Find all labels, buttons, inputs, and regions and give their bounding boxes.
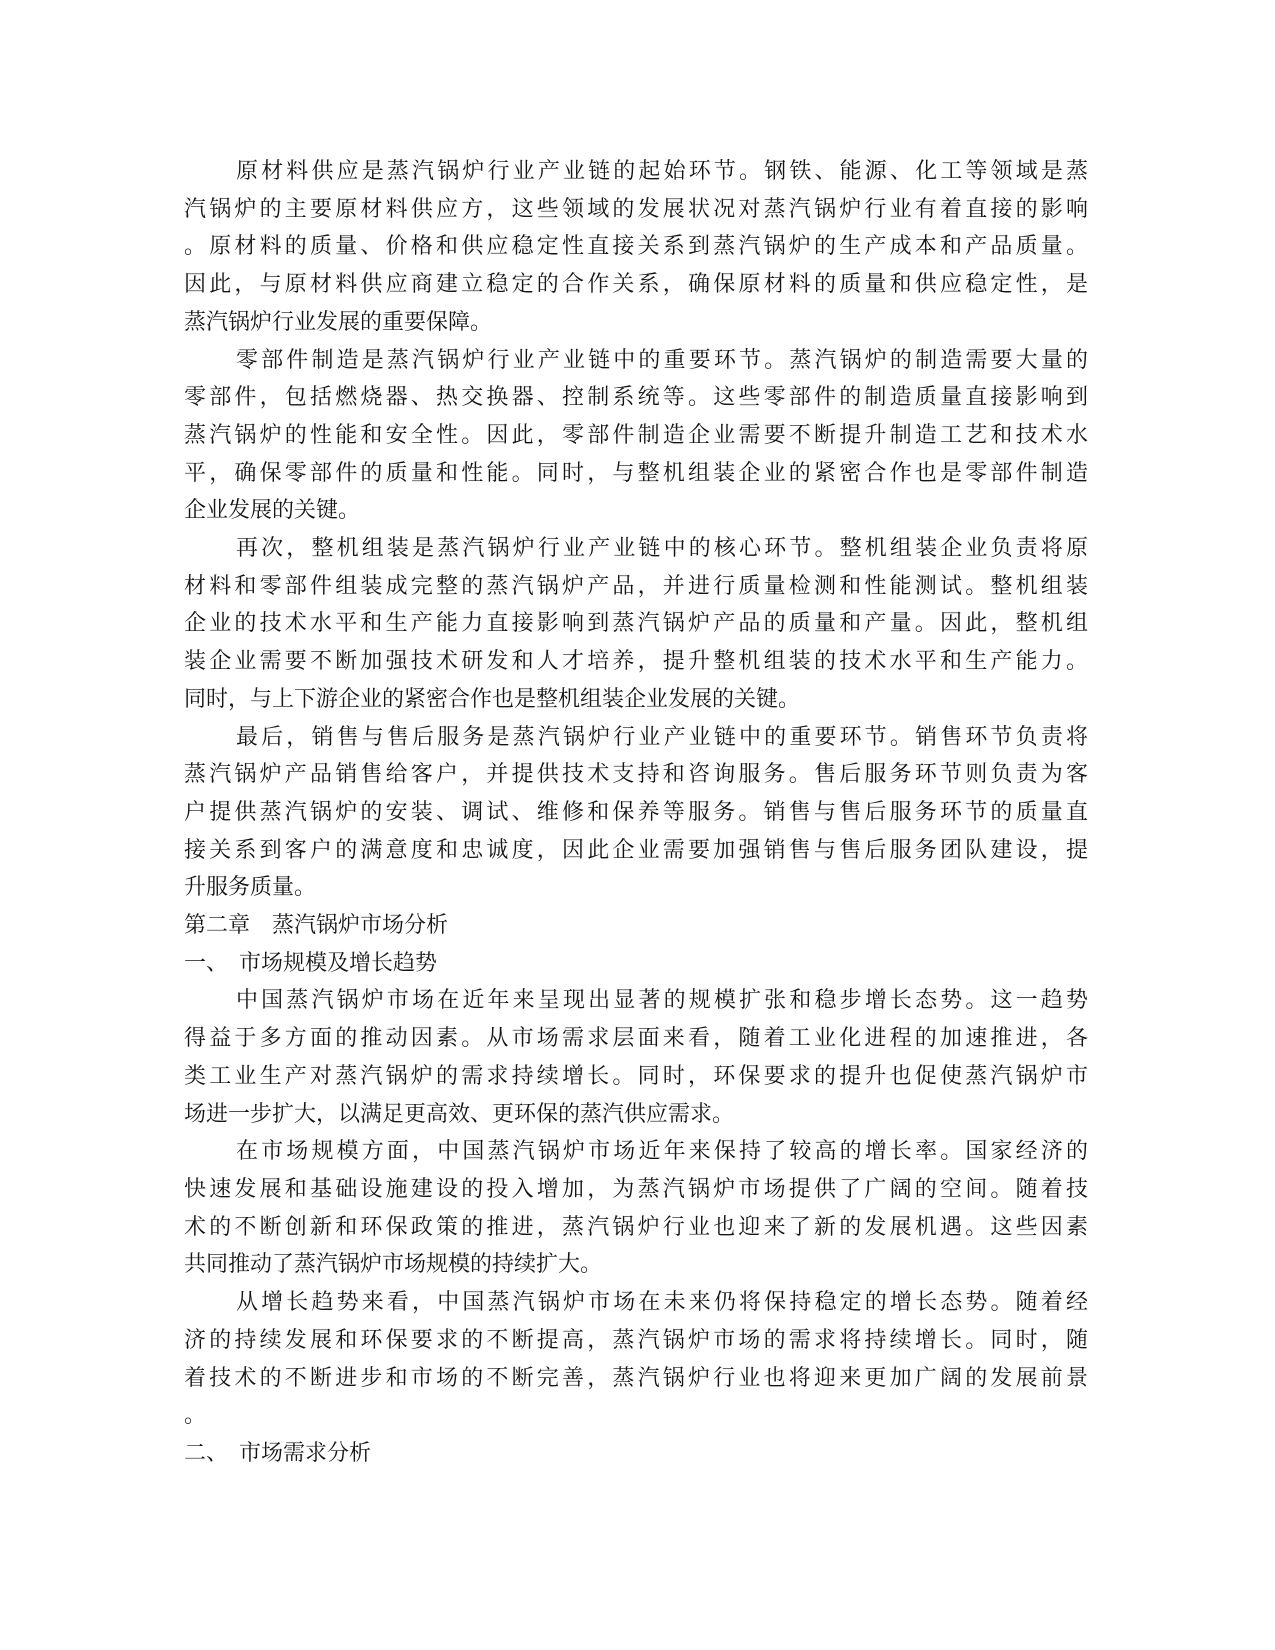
para-machine-assembly-line-1: 再次，整机组装是蒸汽锅炉行业产业链中的核心环节。整机组装企业负责将原 [236,535,1088,561]
para-growth-trend-line-4: 。 [184,1402,207,1428]
para-machine-assembly-line-3: 企业的技术水平和生产能力直接影响到蒸汽锅炉产品的质量和产量。因此，整机组 [184,610,1088,636]
document-body [184,152,1088,1472]
para-market-expansion-line-3: 类工业生产对蒸汽锅炉的需求持续增长。同时，环保要求的提升也促使蒸汽锅炉市 [184,1062,1088,1088]
para-market-scale-line-4: 共同推动了蒸汽锅炉市场规模的持续扩大。 [184,1251,603,1277]
para-component-manufacturing-line-5: 企业发展的关键。 [184,497,361,523]
para-sales-after-service [184,718,1088,907]
para-component-manufacturing-line-3: 蒸汽锅炉的性能和安全性。因此，零部件制造企业需要不断提升制造工艺和技术水 [184,421,1088,447]
para-market-expansion-line-4: 场进一步扩大，以满足更高效、更环保的蒸汽供应需求。 [184,1100,735,1126]
para-growth-trend-line-3: 着技术的不断进步和市场的不断完善，蒸汽锅炉行业也将迎来更加广阔的发展前景 [184,1364,1088,1390]
heading-section-2-market-demand-line-1: 二、 市场需求分析 [184,1439,372,1465]
heading-section-1-market-scale-growth-line-1: 一、 市场规模及增长趋势 [184,949,438,975]
para-machine-assembly [184,529,1088,718]
para-machine-assembly-line-5: 同时，与上下游企业的紧密合作也是整机组装企业发展的关键。 [184,685,801,711]
para-raw-material-supply-line-4: 因此，与原材料供应商建立稳定的合作关系，确保原材料的质量和供应稳定性，是 [184,271,1088,297]
para-market-expansion [184,981,1088,1132]
para-growth-trend [184,1283,1088,1434]
para-component-manufacturing-line-2: 零部件，包括燃烧器、热交换器、控制系统等。这些零部件的制造质量直接影响到 [184,384,1088,410]
para-component-manufacturing [184,341,1088,530]
para-market-expansion-line-2: 得益于多方面的推动因素。从市场需求层面来看，随着工业化进程的加速推进，各 [184,1025,1088,1051]
para-machine-assembly-line-2: 材料和零部件组装成完整的蒸汽锅炉产品，并进行质量检测和性能测试。整机组装 [184,572,1088,598]
para-sales-after-service-line-2: 蒸汽锅炉产品销售给客户，并提供技术支持和咨询服务。售后服务环节则负责为客 [184,761,1088,787]
heading-chapter-2-line-1: 第二章 蒸汽锅炉市场分析 [184,912,449,938]
para-sales-after-service-line-1: 最后，销售与售后服务是蒸汽锅炉行业产业链中的重要环节。销售环节负责将 [236,723,1088,749]
para-machine-assembly-line-4: 装企业需要不断加强技术研发和人才培养，提升整机组装的技术水平和生产能力。 [184,648,1088,674]
heading-chapter-2 [184,906,1088,944]
para-growth-trend-line-2: 济的持续发展和环保要求的不断提高，蒸汽锅炉市场的需求将持续增长。同时，随 [184,1326,1088,1352]
para-raw-material-supply-line-1: 原材料供应是蒸汽锅炉行业产业链的起始环节。钢铁、能源、化工等领域是蒸 [236,158,1088,183]
heading-section-1-market-scale-growth [184,944,1088,982]
para-sales-after-service-line-4: 接关系到客户的满意度和忠诚度，因此企业需要加强销售与售后服务团队建设，提 [184,836,1088,862]
para-market-scale [184,1132,1088,1283]
para-raw-material-supply-line-3: 。原材料的质量、价格和供应稳定性直接关系到蒸汽锅炉的生产成本和产品质量。 [184,233,1088,259]
para-market-scale-line-3: 术的不断创新和环保政策的推进，蒸汽锅炉行业也迎来了新的发展机遇。这些因素 [184,1213,1088,1239]
para-growth-trend-line-1: 从增长趋势来看，中国蒸汽锅炉市场在未来仍将保持稳定的增长态势。随着经 [236,1289,1088,1315]
para-component-manufacturing-line-1: 零部件制造是蒸汽锅炉行业产业链中的重要环节。蒸汽锅炉的制造需要大量的 [236,346,1088,372]
para-market-expansion-line-1: 中国蒸汽锅炉市场在近年来呈现出显著的规模扩张和稳步增长态势。这一趋势 [236,987,1088,1013]
para-market-scale-line-2: 快速发展和基础设施建设的投入增加，为蒸汽锅炉市场提供了广阔的空间。随着技 [184,1175,1088,1201]
heading-section-2-market-demand [184,1434,1088,1472]
para-sales-after-service-line-3: 户提供蒸汽锅炉的安装、调试、维修和保养等服务。销售与售后服务环节的质量直 [184,798,1088,824]
para-raw-material-supply [184,152,1088,341]
para-component-manufacturing-line-4: 平，确保零部件的质量和性能。同时，与整机组装企业的紧密合作也是零部件制造 [184,459,1088,485]
para-raw-material-supply-line-2: 汽锅炉的主要原材料供应方，这些领域的发展状况对蒸汽锅炉行业有着直接的影响 [184,195,1088,221]
para-raw-material-supply-line-5: 蒸汽锅炉行业发展的重要保障。 [184,308,493,334]
para-market-scale-line-1: 在市场规模方面，中国蒸汽锅炉市场近年来保持了较高的增长率。国家经济的 [236,1138,1088,1164]
para-sales-after-service-line-5: 升服务质量。 [184,874,317,900]
